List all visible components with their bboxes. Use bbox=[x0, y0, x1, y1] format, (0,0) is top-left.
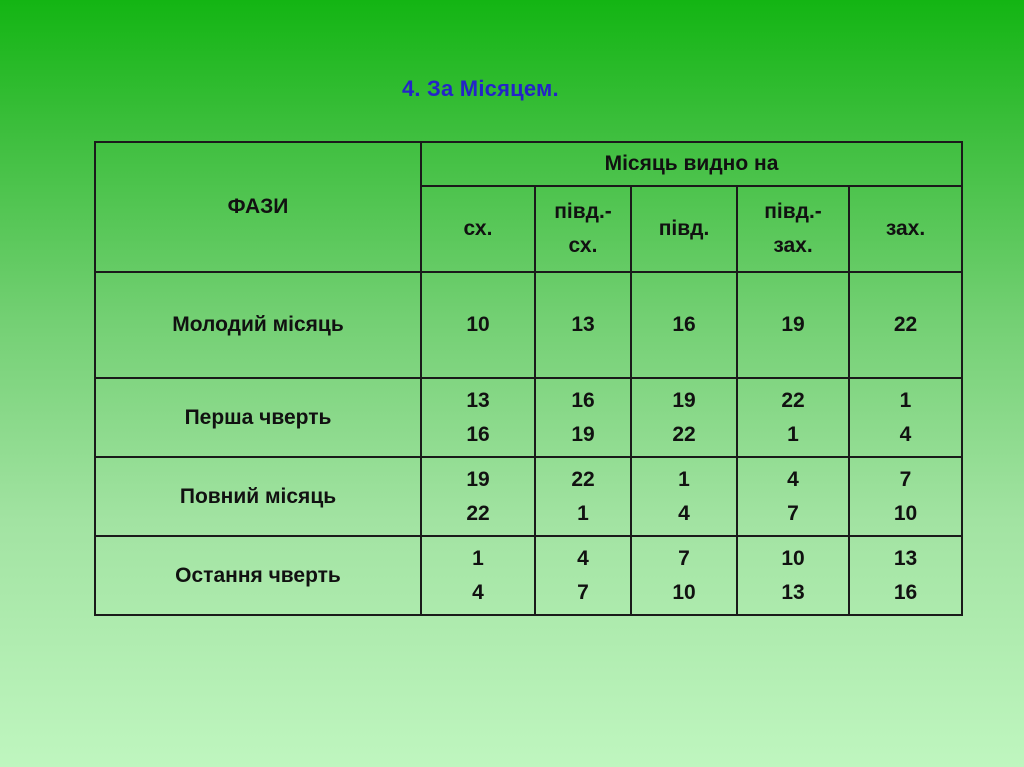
time-cell bbox=[849, 457, 962, 536]
time-cell bbox=[421, 272, 535, 378]
direction-header-text: півд.- bbox=[554, 200, 612, 223]
time-cell bbox=[631, 378, 737, 457]
time-value: 13 bbox=[571, 313, 595, 336]
time-value: 10 bbox=[466, 313, 490, 336]
time-value: 10 bbox=[893, 501, 918, 525]
phase-name-cell: Повний місяць bbox=[95, 457, 421, 536]
time-cell bbox=[849, 378, 962, 457]
time-cell bbox=[535, 272, 631, 378]
time-value: 1 bbox=[678, 467, 690, 491]
direction-header bbox=[849, 186, 962, 272]
time-cell bbox=[737, 536, 849, 615]
direction-header-text: півд. bbox=[658, 217, 710, 240]
time-cell bbox=[631, 457, 737, 536]
time-value: 16 bbox=[571, 388, 595, 412]
time-value: 19 bbox=[571, 422, 595, 446]
time-cell bbox=[849, 272, 962, 378]
time-value: 1 bbox=[787, 422, 799, 446]
phase-name-cell: Перша чверть bbox=[95, 378, 421, 457]
time-value: 4 bbox=[577, 546, 589, 570]
time-value: 4 bbox=[678, 501, 690, 525]
time-value: 4 bbox=[787, 467, 799, 491]
time-value: 16 bbox=[893, 580, 918, 604]
time-value: 16 bbox=[672, 313, 696, 336]
time-value: 13 bbox=[466, 388, 490, 412]
table-body bbox=[95, 272, 962, 615]
table-row bbox=[95, 378, 962, 457]
table-row bbox=[95, 536, 962, 615]
direction-header-text: сх. bbox=[568, 234, 598, 257]
direction-header-text: зах. bbox=[773, 234, 813, 257]
time-value: 19 bbox=[781, 313, 805, 336]
time-value: 1 bbox=[577, 501, 589, 525]
time-cell bbox=[421, 378, 535, 457]
time-value: 22 bbox=[672, 422, 696, 446]
phase-name-cell: Остання чверть bbox=[95, 536, 421, 615]
time-value: 16 bbox=[466, 422, 490, 446]
visible-on-group-header: Місяць видно на bbox=[421, 142, 962, 186]
time-value: 7 bbox=[577, 580, 589, 604]
time-cell bbox=[849, 536, 962, 615]
time-cell bbox=[535, 378, 631, 457]
slide-title: 4. За Місяцем. bbox=[402, 76, 559, 101]
time-value: 19 bbox=[466, 467, 490, 491]
time-value: 22 bbox=[893, 313, 918, 336]
time-cell bbox=[535, 536, 631, 615]
time-value: 13 bbox=[781, 580, 805, 604]
time-cell bbox=[535, 457, 631, 536]
time-value: 22 bbox=[466, 501, 490, 525]
time-value: 13 bbox=[893, 546, 918, 570]
table-row bbox=[95, 457, 962, 536]
time-value: 7 bbox=[678, 546, 690, 570]
direction-header bbox=[737, 186, 849, 272]
time-cell bbox=[737, 457, 849, 536]
direction-header bbox=[631, 186, 737, 272]
time-cell bbox=[421, 536, 535, 615]
time-cell bbox=[421, 457, 535, 536]
time-value: 4 bbox=[472, 580, 484, 604]
time-cell bbox=[631, 272, 737, 378]
time-value: 22 bbox=[781, 388, 805, 412]
direction-header bbox=[535, 186, 631, 272]
time-cell bbox=[737, 272, 849, 378]
phase-name-cell: Молодий місяць bbox=[95, 272, 421, 378]
time-value: 7 bbox=[899, 467, 912, 491]
direction-header bbox=[421, 186, 535, 272]
time-value: 1 bbox=[472, 546, 484, 570]
moon-phase-table bbox=[94, 141, 963, 616]
table-row bbox=[95, 272, 962, 378]
direction-header-text: зах. bbox=[885, 217, 926, 240]
time-value: 10 bbox=[672, 580, 696, 604]
time-value: 22 bbox=[571, 467, 595, 491]
time-value: 1 bbox=[899, 388, 912, 412]
time-value: 19 bbox=[672, 388, 696, 412]
direction-header-text: півд.- bbox=[764, 200, 822, 223]
time-cell bbox=[737, 378, 849, 457]
time-value: 4 bbox=[899, 422, 912, 446]
time-cell bbox=[631, 536, 737, 615]
table-header-row bbox=[95, 142, 962, 186]
time-value: 10 bbox=[781, 546, 805, 570]
phases-column-header: ФАЗИ bbox=[95, 142, 421, 272]
time-value: 7 bbox=[787, 501, 799, 525]
direction-header-text: сх. bbox=[463, 217, 493, 240]
